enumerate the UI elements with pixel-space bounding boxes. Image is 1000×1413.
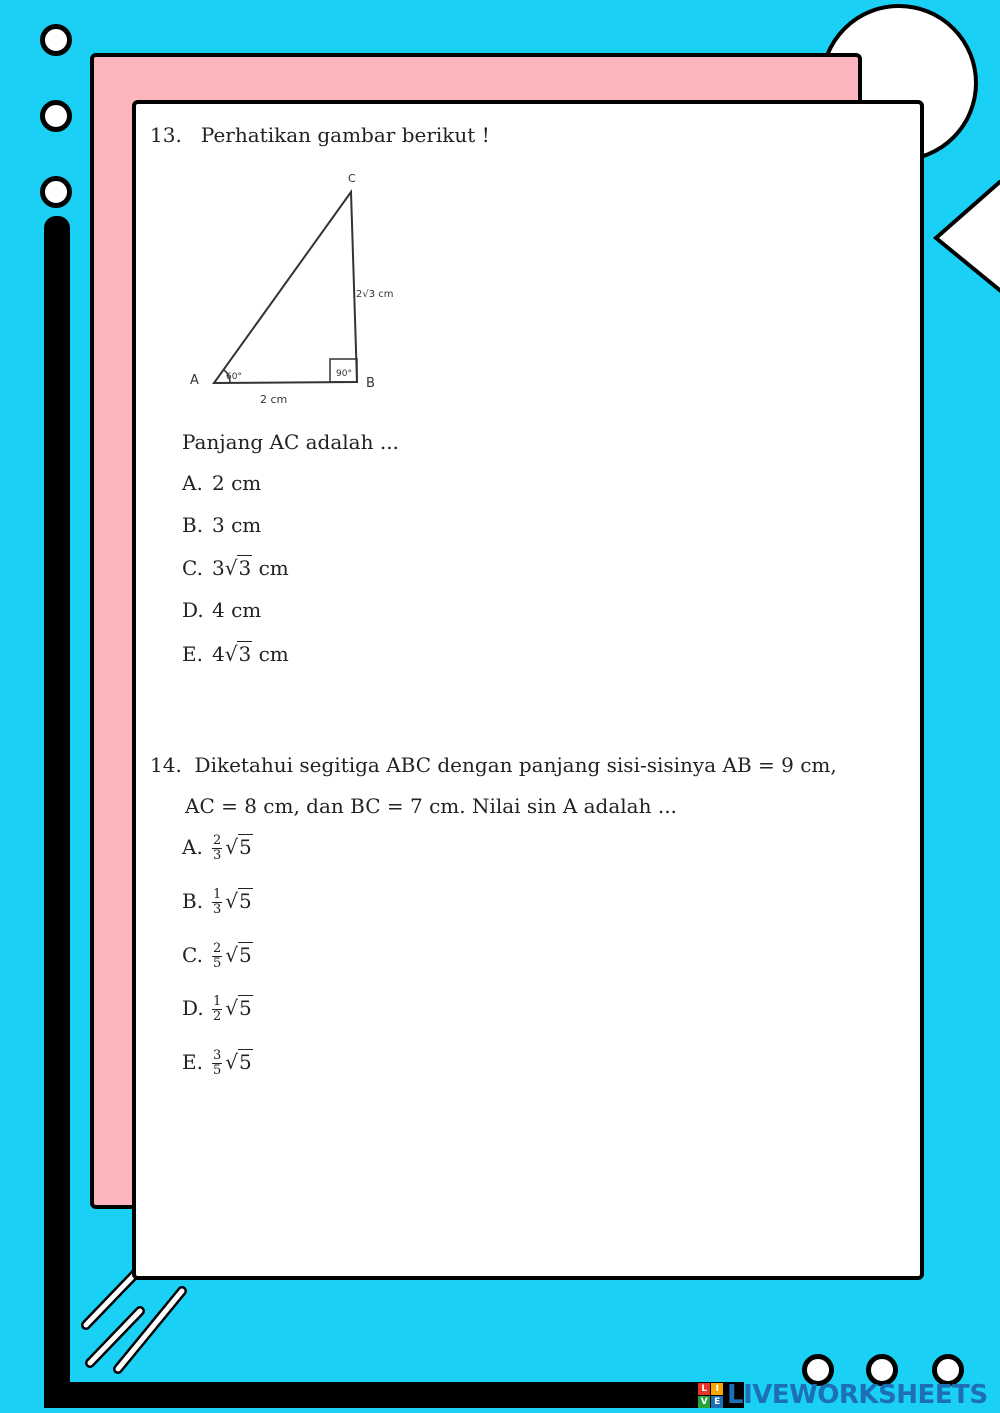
q14-option-e[interactable] [182, 1049, 253, 1078]
q13-option-c[interactable] [182, 556, 289, 580]
logo-mark-icon [698, 1383, 723, 1408]
logo-letter-v: V [698, 1396, 710, 1408]
question-14-line-2: AC = 8 cm, dan BC = 7 cm. Nilai sin A adalah ... [185, 794, 677, 818]
side-ab-label: 2 cm [260, 393, 288, 406]
option-unit: cm [252, 642, 289, 666]
fraction-denominator: 3 [213, 902, 222, 917]
side-bc-label: 2√3 cm [356, 289, 394, 300]
binder-hole-2 [40, 100, 72, 132]
option-fraction [212, 1049, 222, 1078]
angle-a-label: 60° [226, 372, 242, 382]
option-radicand: 5 [239, 943, 252, 967]
option-radicand: 3 [238, 642, 252, 666]
q13-option-a[interactable] [182, 471, 261, 495]
question-13-prompt: Perhatikan gambar berikut ! [200, 123, 490, 147]
sqrt-symbol: √5 [225, 943, 252, 967]
fraction-numerator: 1 [213, 994, 222, 1009]
q14-option-d[interactable] [182, 995, 253, 1024]
option-radicand: 5 [239, 889, 252, 913]
question-13-header [150, 123, 490, 147]
option-letter: C. [182, 943, 203, 967]
option-letter: D. [182, 996, 204, 1020]
question-13-text: Panjang AC adalah ... [182, 430, 399, 454]
sqrt-symbol: √3 [224, 642, 252, 666]
sqrt-symbol: √5 [225, 835, 252, 859]
option-fraction [212, 995, 222, 1024]
option-letter: A. [182, 471, 203, 495]
option-coef: 4 [212, 642, 225, 666]
question-13-number: 13. [150, 123, 182, 147]
option-letter: E. [182, 1050, 203, 1074]
fraction-denominator: 5 [213, 956, 222, 971]
option-letter: A. [182, 835, 203, 859]
option-radicand: 5 [239, 835, 252, 859]
q13-option-b[interactable] [182, 513, 261, 537]
q14-option-c[interactable] [182, 942, 253, 971]
fraction-denominator: 3 [213, 848, 222, 863]
fraction-denominator: 5 [213, 1063, 222, 1078]
option-fraction [212, 942, 222, 971]
option-letter: D. [182, 598, 204, 622]
option-letter: C. [182, 556, 203, 580]
question-14-text-1: Diketahui segitiga ABC dengan panjang sisi-sisinya AB = 9 cm, [194, 753, 837, 777]
sqrt-symbol: √5 [225, 1050, 252, 1074]
liveworksheets-logo[interactable] [698, 1380, 988, 1410]
option-value: 2 cm [212, 471, 262, 495]
q14-option-b[interactable] [182, 888, 253, 917]
fraction-numerator: 2 [213, 941, 222, 956]
logo-letter-l: L [698, 1383, 710, 1395]
triangle-figure [180, 165, 420, 410]
fraction-numerator: 1 [213, 887, 222, 902]
option-value: 4 cm [212, 598, 262, 622]
option-radicand: 3 [238, 556, 252, 580]
left-black-bar [44, 216, 70, 1406]
logo-text: LIVEWORKSHEETS [727, 1380, 988, 1410]
question-14-number: 14. [150, 753, 182, 777]
q13-option-d[interactable] [182, 598, 261, 622]
option-letter: B. [182, 513, 204, 537]
fraction-numerator: 2 [213, 833, 222, 848]
q14-option-a[interactable] [182, 834, 253, 863]
option-value: 3 cm [212, 513, 262, 537]
sqrt-symbol: √3 [224, 556, 252, 580]
vertex-a-label: A [190, 373, 199, 388]
vertex-c-label: C [348, 172, 356, 185]
option-letter: E. [182, 642, 203, 666]
q13-option-e[interactable] [182, 642, 289, 666]
question-14-line-1 [150, 753, 837, 777]
decor-stripes [78, 1265, 198, 1375]
binder-hole-1 [40, 24, 72, 56]
option-fraction [212, 834, 222, 863]
logo-letter-e: E [711, 1396, 723, 1408]
sqrt-symbol: √5 [225, 889, 252, 913]
logo-letter-i: I [711, 1383, 723, 1395]
option-letter: B. [182, 889, 204, 913]
vertex-b-label: B [366, 376, 375, 391]
option-fraction [212, 888, 222, 917]
sqrt-symbol: √5 [225, 996, 252, 1020]
bottom-black-bar [44, 1382, 744, 1408]
fraction-denominator: 2 [213, 1009, 222, 1024]
option-radicand: 5 [239, 996, 252, 1020]
option-radicand: 5 [239, 1050, 252, 1074]
angle-b-label: 90° [336, 369, 352, 379]
fraction-numerator: 3 [213, 1048, 222, 1063]
decor-triangle [932, 180, 1000, 300]
option-unit: cm [252, 556, 289, 580]
binder-hole-3 [40, 176, 72, 208]
option-coef: 3 [212, 556, 225, 580]
